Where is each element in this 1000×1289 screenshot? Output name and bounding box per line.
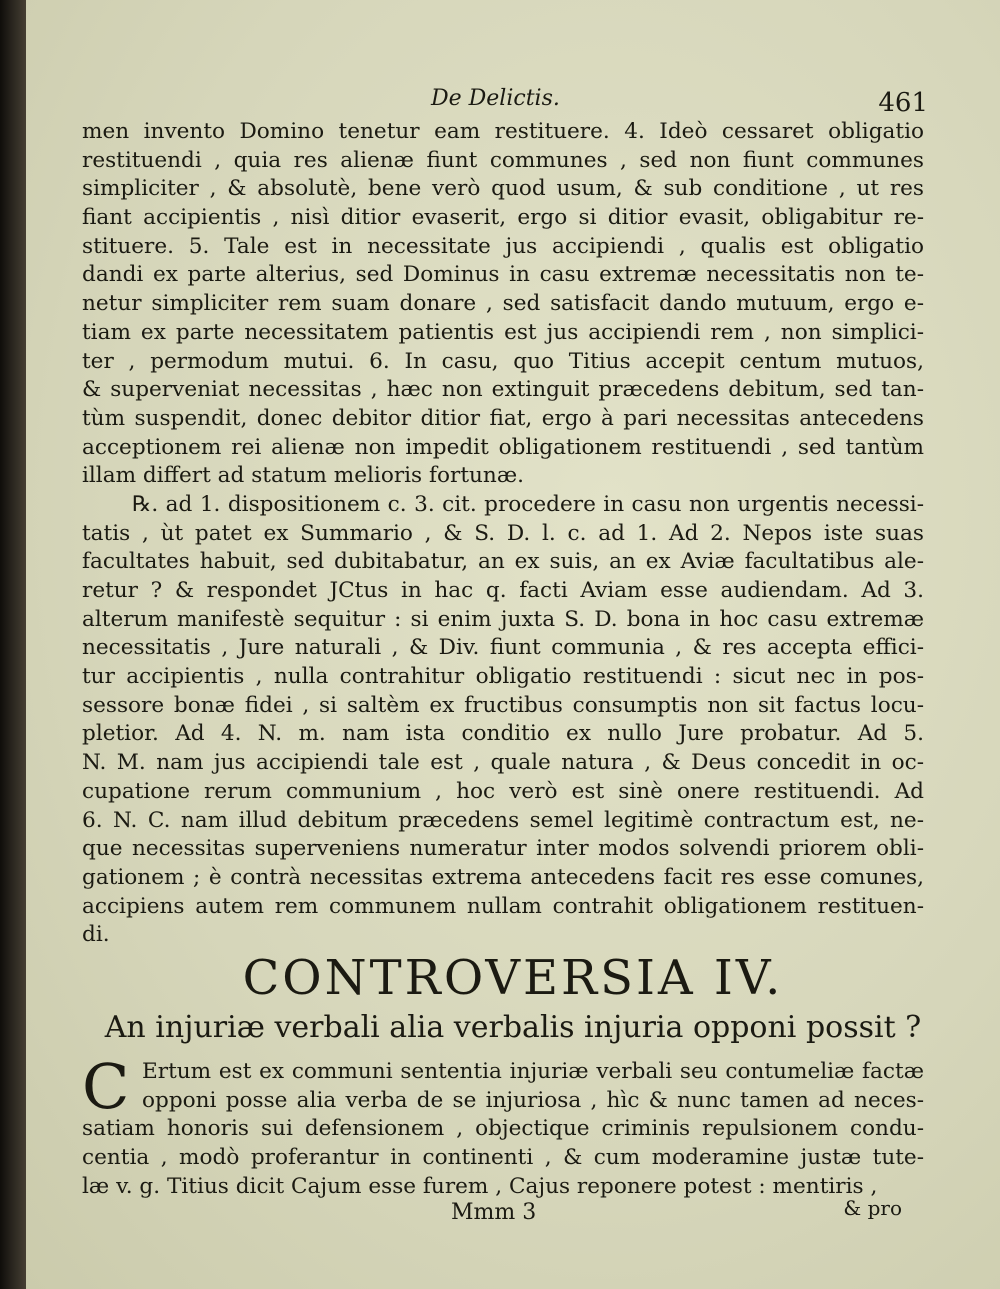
- text-line: ter , permodum mutui. 6. In casu, quo Titius accepit centum mutuos,: [82, 348, 924, 374]
- text-line: facultates habuit, sed dubitabatur, an ex suis, an ex Aviæ facultatibus ale-: [82, 549, 924, 575]
- text-line: tùm suspendit, donec debitor ditior fiat, ergo à pari necessitas antecedens: [82, 405, 924, 431]
- text-line: men invento Domino tenetur eam restituere. 4. Ideò cessaret obligatio: [82, 119, 924, 144]
- signature-mark: Mmm 3: [451, 1200, 537, 1225]
- text-line: di.: [82, 922, 110, 948]
- running-title: De Delictis.: [431, 86, 560, 111]
- page-footer: [26, 1196, 1000, 1230]
- paragraph-2: [82, 491, 924, 950]
- text-line: centia , modò proferantur in continenti , & cum moderamine justæ tute-: [82, 1145, 924, 1171]
- binding-gutter: [0, 0, 26, 1289]
- text-line: cupatione rerum communium , hoc verò est sinè onere restituendi. Ad: [82, 778, 924, 804]
- text-line: simpliciter , & absolutè, bene verò quod usum, & sub conditione , ut res: [82, 176, 924, 202]
- text-line: & superveniat necessitas , hæc non extinguit præcedens debitum, sed tan-: [82, 377, 924, 403]
- text-line: netur simpliciter rem suam donare , sed satisfacit dando mutuum, ergo e-: [82, 291, 924, 317]
- text-line: alterum manifestè sequitur : si enim juxta S. D. bona in hoc casu extremæ: [82, 606, 924, 632]
- text-line: restituendi , quia res alienæ fiunt communes , sed non fiunt communes: [82, 147, 924, 173]
- text-line: acceptionem rei alienæ non impedit obligationem restituendi , sed tantùm: [82, 434, 924, 460]
- text-line: fiant accipientis , nisì ditior evaserit, ergo si ditior evasit, obligabitur re-: [82, 205, 924, 231]
- drop-capital: C: [82, 1050, 130, 1123]
- text-line: stituere. 5. Tale est in necessitate jus accipiendi , qualis est obligatio: [82, 233, 924, 259]
- text-line: opponi posse alia verba de se injuriosa , hìc & nunc tamen ad neces-: [142, 1087, 924, 1113]
- text-line: gationem ; è contrà necessitas extrema antecedens facit res esse comunes,: [82, 864, 924, 890]
- main-text: [82, 118, 924, 950]
- text-line: necessitatis , Jure naturali , & Div. fiunt communia , & res accepta effici-: [82, 635, 924, 661]
- section-subheading: An injuriæ verbali alia verbalis injuria opponi possit ?: [104, 1010, 922, 1045]
- text-line: Ertum est ex communi sententia injuriæ verbali seu contumeliæ factæ: [142, 1059, 924, 1084]
- text-line: ℞. ad 1. dispositionem c. 3. cit. procedere in casu non urgentis necessi-: [132, 491, 924, 517]
- section-heading: CONTROVERSIA IV.: [242, 950, 784, 1006]
- text-line: N. M. nam jus accipiendi tale est , quale natura , & Deus concedit in oc-: [82, 750, 924, 776]
- text-line: pletior. Ad 4. N. m. nam ista conditio ex nullo Jure probatur. Ad 5.: [82, 721, 924, 747]
- text-line: satiam honoris sui defensionem , objectique criminis repulsionem condu-: [82, 1116, 924, 1142]
- paragraph-1: [82, 118, 924, 491]
- text-line: retur ? & respondet JCtus in hac q. facti Aviam esse audiendam. Ad 3.: [82, 578, 924, 603]
- page-number: 461: [878, 88, 928, 118]
- text-line: sessore bonæ fidei , si saltèm ex fructibus consumptis non sit factus locu-: [82, 692, 924, 718]
- text-line: tur accipientis , nulla contrahitur obligatio restituendi : sicut nec in pos-: [82, 664, 924, 690]
- catchword: & pro: [843, 1196, 902, 1220]
- text-line: tatis , ùt patet ex Summario , & S. D. l. c. ad 1. Ad 2. Nepos iste suas: [82, 520, 924, 546]
- text-line: dandi ex parte alterius, sed Dominus in casu extremæ necessitatis non te-: [82, 262, 924, 288]
- text-line: 6. N. C. nam illud debitum præcedens semel legitimè contractum est, ne-: [82, 807, 924, 833]
- running-header: [26, 82, 1000, 118]
- text-line: que necessitas superveniens numeratur inter modos solvendi priorem obli-: [82, 836, 924, 862]
- text-line: tiam ex parte necessitatem patientis est jus accipiendi rem , non simplici-: [82, 319, 924, 345]
- paragraph-3-lines: [82, 1050, 924, 1201]
- text-line: accipiens autem rem communem nullam contrahit obligationem restituen-: [82, 893, 924, 919]
- text-line: illam differt ad statum melioris fortunæ.: [82, 463, 524, 489]
- text-line: læ v. g. Titius dicit Cajum esse furem , Cajus reponere potest : mentiris ,: [82, 1173, 878, 1199]
- book-page: [26, 0, 1000, 1289]
- paragraph-3: [82, 1050, 924, 1201]
